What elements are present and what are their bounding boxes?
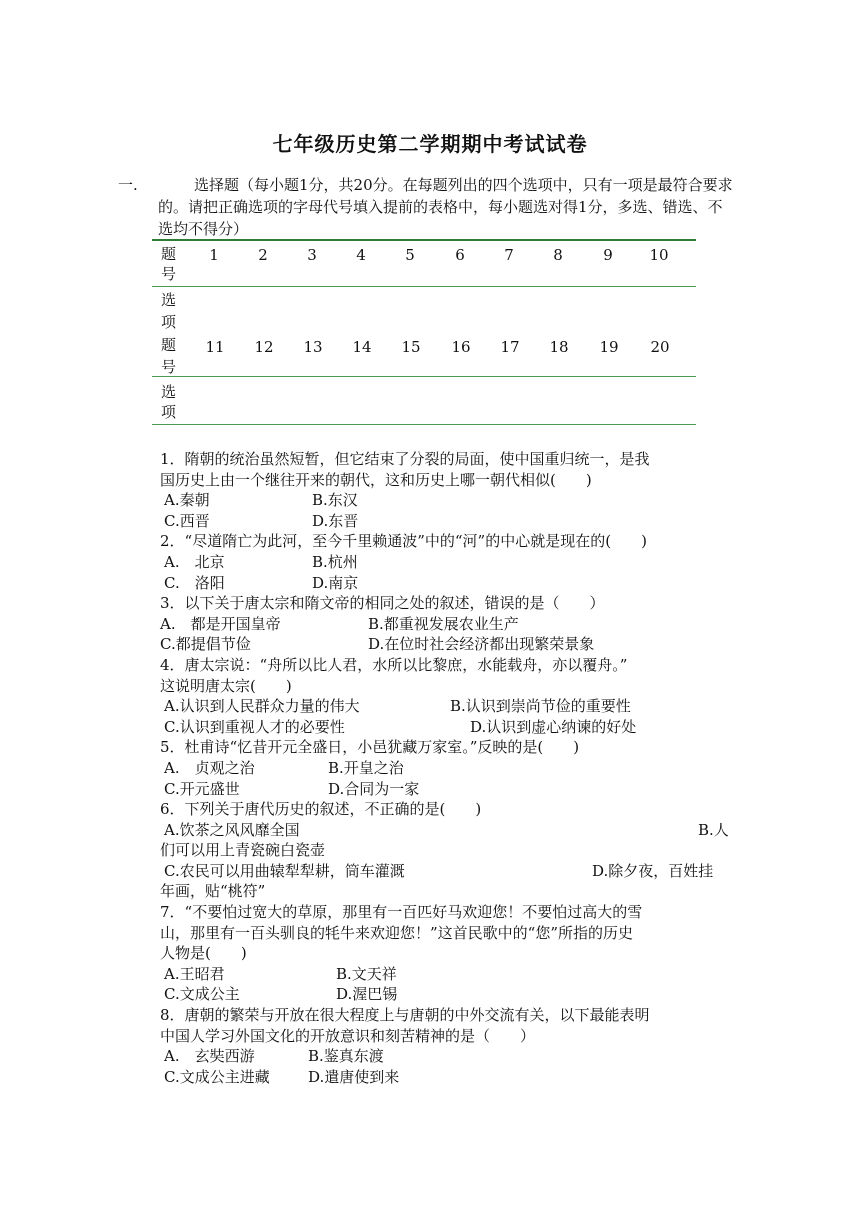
question-line	[160, 943, 732, 964]
answer-option: B.开皇之治	[328, 758, 404, 777]
question-line	[160, 820, 732, 841]
answer-option: C.农民可以用曲辕犁犁耕，筒车灌溉	[164, 861, 405, 880]
grid-rule	[152, 424, 696, 425]
question-line	[160, 531, 732, 552]
question-line	[160, 655, 732, 676]
grid-question-number: 15	[401, 338, 421, 356]
question-line	[160, 1067, 732, 1088]
question-line	[160, 676, 732, 697]
question-text: 这说明唐太宗( )	[160, 676, 292, 695]
answer-option: D.除夕夜，百姓挂	[592, 861, 714, 880]
question-text: 们可以用上青瓷碗白瓷壶	[160, 841, 326, 860]
grid-question-number: 18	[549, 338, 569, 356]
answer-option: D.南京	[312, 573, 359, 592]
question-line	[160, 758, 732, 779]
answer-option: C.认识到重视人才的必要性	[164, 717, 345, 736]
question-line	[160, 881, 732, 902]
grid-question-number: 12	[254, 338, 274, 356]
question-line	[160, 614, 732, 635]
grid-rule	[152, 239, 696, 241]
grid-label-option: 选	[161, 383, 177, 401]
grid-label-question: 题	[161, 336, 177, 354]
answer-option: C.西晋	[164, 511, 210, 530]
grid-question-number: 1	[209, 246, 219, 264]
grid-question-number: 17	[500, 338, 520, 356]
grid-question-number: 5	[405, 246, 415, 264]
question-text: 人物是( )	[160, 944, 247, 963]
question-line	[160, 902, 732, 923]
grid-label-question: 号	[161, 265, 177, 283]
answer-option: B.都重视发展农业生产	[368, 614, 519, 633]
grid-rule	[152, 376, 696, 377]
answer-option: B.鉴真东渡	[308, 1047, 384, 1066]
question-text: 7．“不要怕过宽大的草原，那里有一百匹好马欢迎您！不要怕过高大的雪	[160, 903, 643, 922]
question-line	[160, 737, 732, 758]
answer-option: A.王昭君	[164, 964, 225, 983]
grid-question-number: 3	[307, 246, 317, 264]
grid-question-number: 19	[599, 338, 619, 356]
answer-option: B.东汉	[312, 491, 358, 510]
question-line	[160, 593, 732, 614]
question-line	[160, 573, 732, 594]
grid-question-number: 4	[356, 246, 366, 264]
question-text: 2．“尽道隋亡为此河，至今千里赖通波”中的“河”的中心就是现在的( )	[160, 532, 647, 551]
grid-label-question: 号	[161, 358, 177, 376]
answer-option: B.文天祥	[336, 964, 397, 983]
grid-question-number: 13	[303, 338, 323, 356]
question-line	[160, 470, 732, 491]
grid-label-option: 选	[161, 291, 177, 309]
question-line	[160, 1005, 732, 1026]
question-text: 5．杜甫诗“忆昔开元全盛日，小邑犹藏万家室。”反映的是( )	[160, 738, 580, 757]
grid-question-number: 10	[649, 246, 669, 264]
question-line	[160, 840, 732, 861]
grid-question-number: 11	[205, 338, 225, 356]
question-text: 国历史上由一个继往开来的朝代，这和历史上哪一朝代相似( )	[160, 470, 592, 489]
question-line	[160, 1046, 732, 1067]
grid-label-option: 项	[161, 403, 177, 421]
answer-option: C.开元盛世	[164, 779, 240, 798]
grid-question-number: 7	[504, 246, 514, 264]
answer-option: A. 都是开国皇帝	[160, 614, 281, 633]
answer-option: A.饮茶之风风靡全国	[164, 820, 300, 839]
answer-option: A. 贞观之治	[164, 758, 255, 777]
answer-option: D.认识到虚心纳谏的好处	[470, 717, 637, 736]
question-line	[160, 696, 732, 717]
answer-option: D.渥巴锡	[336, 985, 398, 1004]
answer-option: C.文成公主	[164, 985, 240, 1004]
grid-question-number: 2	[258, 246, 268, 264]
grid-rule	[152, 286, 696, 287]
question-line	[160, 799, 732, 820]
answer-option: C.文成公主进藏	[164, 1067, 270, 1086]
question-text: 3．以下关于唐太宗和隋文帝的相同之处的叙述，错误的是（ ）	[160, 594, 605, 613]
question-line	[160, 449, 732, 470]
answer-option: D.合同为一家	[328, 779, 420, 798]
question-list	[160, 449, 732, 1087]
question-line	[160, 779, 732, 800]
answer-option: B.人	[698, 820, 729, 839]
question-text: 山，那里有一百头驯良的牦牛来欢迎您！”这首民歌中的“您”所指的历史	[160, 923, 634, 942]
question-line	[160, 964, 732, 985]
grid-question-number: 14	[352, 338, 372, 356]
grid-question-number: 16	[451, 338, 471, 356]
section-instruction: 选择题（每小题1分，共20分。在每题列出的四个选项中，只有一项是最符合要求的。请把正确选项的字母代号填入提前的表格中，每小题选对得1分，多选、错选、不选均不得分）	[158, 176, 733, 238]
answer-option: A. 北京	[164, 552, 225, 571]
answer-option: D.东晋	[312, 511, 359, 530]
grid-question-number: 9	[603, 246, 613, 264]
grid-question-number: 6	[455, 246, 465, 264]
question-text: 年画，贴“桃符”	[160, 882, 266, 901]
answer-option: D.遣唐使到来	[308, 1067, 400, 1086]
question-text: 4．唐太宗说：“舟所以比人君，水所以比黎庶，水能载舟，亦以覆舟。”	[160, 655, 628, 674]
question-line	[160, 923, 732, 944]
answer-option: A.秦朝	[164, 491, 210, 510]
answer-option: D.在位时社会经济都出现繁荣景象	[368, 635, 595, 654]
section-number: 一.	[118, 176, 138, 194]
answer-option: C.都提倡节俭	[160, 635, 251, 654]
grid-question-number: 8	[553, 246, 563, 264]
grid-question-number: 20	[650, 338, 670, 356]
answer-option: A.认识到人民群众力量的伟大	[164, 697, 360, 716]
question-text: 1．隋朝的统治虽然短暂，但它结束了分裂的局面，使中国重归统一，是我	[160, 450, 650, 468]
question-line	[160, 511, 732, 532]
grid-label-question: 题	[161, 245, 177, 263]
answer-option: C. 洛阳	[164, 573, 225, 592]
answer-option: B.认识到崇尚节俭的重要性	[450, 697, 631, 716]
question-line	[160, 984, 732, 1005]
question-line	[160, 552, 732, 573]
question-line	[160, 634, 732, 655]
question-text: 中国人学习外国文化的开放意识和刻苦精神的是（ ）	[160, 1026, 536, 1045]
exam-title: 七年级历史第二学期期中考试试卷	[272, 132, 588, 156]
answer-option: B.杭州	[312, 552, 358, 571]
question-line	[160, 717, 732, 738]
answer-option: A. 玄奘西游	[164, 1047, 255, 1066]
question-text: 8．唐朝的繁荣与开放在很大程度上与唐朝的中外交流有关，以下最能表明	[160, 1006, 650, 1025]
question-text: 6．下列关于唐代历史的叙述，不正确的是( )	[160, 800, 482, 819]
grid-label-option: 项	[161, 313, 177, 331]
question-line	[160, 861, 732, 882]
question-line	[160, 490, 732, 511]
question-line	[160, 1026, 732, 1047]
